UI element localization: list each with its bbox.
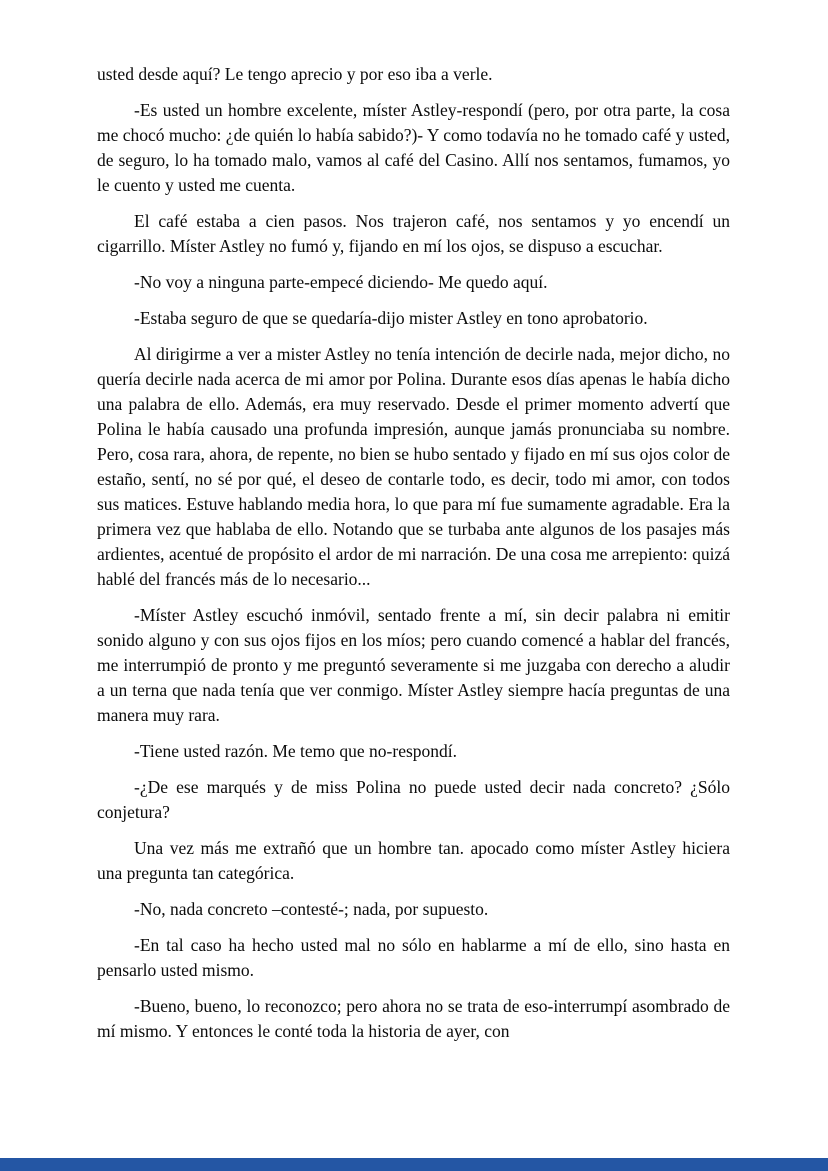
- bottom-bar: [0, 1158, 828, 1171]
- text-block: [97, 62, 730, 1044]
- paragraph: -¿De ese marqués y de miss Polina no puede usted decir nada concreto? ¿Sólo conjetura?: [97, 777, 730, 822]
- paragraph: -Tiene usted razón. Me temo que no-respondí.: [134, 741, 458, 761]
- paragraph: usted desde aquí? Le tengo aprecio y por eso iba a verle.: [97, 64, 493, 84]
- paragraph: -Bueno, bueno, lo reconozco; pero ahora no se trata de eso-interrumpí asombrado de mí mismo. Y entonces le conté toda la historia de ayer, con: [97, 996, 730, 1041]
- paragraph: -En tal caso ha hecho usted mal no sólo en hablarme a mí de ello, sino hasta en pensarlo usted mismo.: [97, 935, 730, 980]
- paragraph: Una vez más me extrañó que un hombre tan. apocado como míster Astley hiciera una pregunta tan categórica.: [97, 838, 730, 883]
- paragraph: -Es usted un hombre excelente, míster Astley-respondí (pero, por otra parte, la cosa me chocó mucho: ¿de quién lo había sabido?)- Y como todavía no he tomado café y usted, de seguro, lo ha tomado malo, vamos al café del Casino. Allí nos sentamos, fumamos, yo le cuento y usted me cuenta.: [97, 100, 730, 195]
- paragraph: -No voy a ninguna parte-empecé diciendo- Me quedo aquí.: [134, 272, 548, 292]
- paragraph: -Míster Astley escuchó inmóvil, sentado frente a mí, sin decir palabra ni emitir sonido alguno y con sus ojos fijos en los míos; pero cuando comencé a hablar del francés, me interrumpió de pronto y me preguntó severamente si me juzgaba con derecho a aludir a un terna que nada tenía que ver conmigo. Míster Astley siempre hacía preguntas de una manera muy rara.: [97, 605, 730, 725]
- paragraph: El café estaba a cien pasos. Nos trajeron café, nos sentamos y yo encendí un cigarrillo. Míster Astley no fumó y, fijando en mí los ojos, se dispuso a escuchar.: [97, 211, 730, 256]
- paragraph: -Estaba seguro de que se quedaría-dijo mister Astley en tono aprobatorio.: [134, 308, 648, 328]
- paragraph: -No, nada concreto –contesté-; nada, por supuesto.: [134, 899, 489, 919]
- paragraph: Al dirigirme a ver a mister Astley no tenía intención de decirle nada, mejor dicho, no quería decirle nada acerca de mi amor por Polina. Durante esos días apenas le había dicho una palabra de ello. Además, era muy reservado. Desde el primer momento advertí que Polina le había causado una profunda impresión, aunque jamás pronunciaba su nombre. Pero, cosa rara, ahora, de repente, no bien se hubo sentado y fijado en mí sus ojos color de estaño, sentí, no sé por qué, el deseo de contarle todo, es decir, todo mi amor, con todos sus matices. Estuve hablando media hora, lo que para mí fue sumamente agradable. Era la primera vez que hablaba de ello. Notando que se turbaba ante algunos de los pasajes más ardientes, acentué de propósito el ardor de mi narración. De una cosa me arrepiento: quizá hablé del francés más de lo necesario...: [97, 344, 730, 589]
